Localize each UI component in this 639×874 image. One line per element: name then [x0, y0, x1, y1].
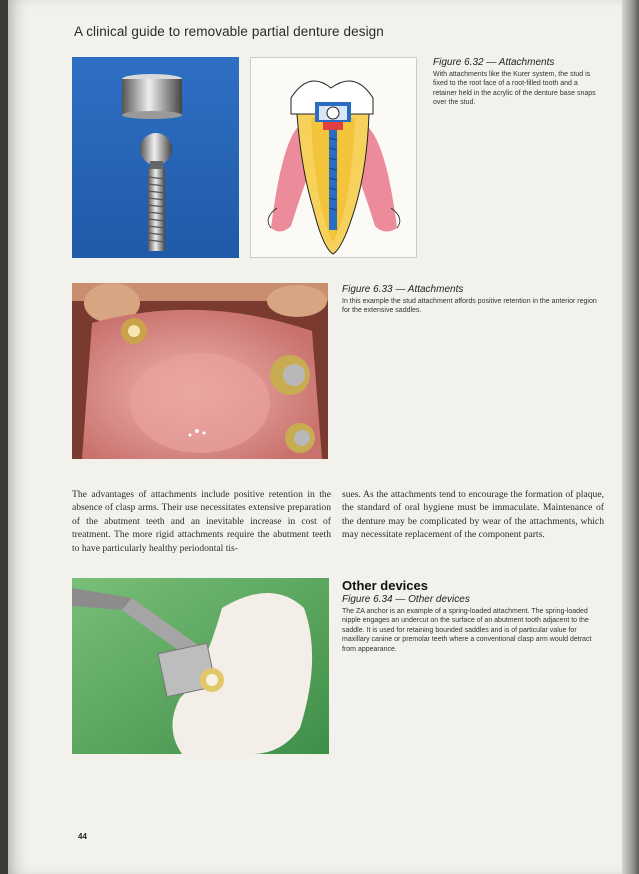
figure-6-33-caption: [342, 284, 604, 316]
stud-attachment-image: [72, 57, 239, 258]
other-devices-section: [342, 578, 604, 654]
palate-photo: [72, 283, 328, 459]
body-text-left-column: The advantages of attachments include positive retention in the absence of clasp arms. Their use necessitates extensive preparation of the abutment teeth and an inevitable increase in cost of treatment. The more rigid attachments require the abutment teeth to have particularly healthy periodontal tis-: [72, 489, 331, 554]
running-header: A clinical guide to removable partial denture design: [74, 24, 384, 39]
figure-6-32-diagram: [250, 57, 417, 258]
figure-6-32-title: Figure 6.32 — Attachments: [433, 57, 555, 68]
figure-6-33-photo: [72, 283, 328, 459]
page-number: 44: [78, 832, 87, 841]
book-page: [8, 0, 622, 874]
figure-6-33-title: Figure 6.33 — Attachments: [342, 284, 464, 295]
figure-6-34-text: The ZA anchor is an example of a spring-loaded attachment. The spring-loaded nipple engages an undercut on the surface of an abutment tooth adjacent to the saddle. It is used for retaining bounded saddles and is of particular value for maxillary canine or premolar teeth where a conventional clasp arm would detract from appearance.: [342, 608, 592, 653]
figure-6-32-photo: [72, 57, 239, 258]
figure-6-32-text: With attachments like the Kurer system, the stud is fixed to the root face of a root-filled tooth and a retainer held in the acrylic of the denture base snaps over the stud.: [433, 71, 596, 107]
figure-6-32-caption: [433, 57, 603, 108]
za-anchor-photo: [72, 578, 329, 754]
section-heading: Other devices: [342, 578, 428, 593]
figure-6-34-title: Figure 6.34 — Other devices: [342, 594, 470, 605]
page-edge-shadow: [622, 0, 639, 874]
tooth-cross-section-diagram: [251, 58, 416, 257]
figure-6-33-text: In this example the stud attachment affords positive retention in the anterior region for the extensive saddles.: [342, 298, 597, 315]
body-text-right-column: sues. As the attachments tend to encourage the formation of plaque, the standard of oral hygiene must be immaculate. Maintenance of the denture may be complicated by wear of the attachments, which may necessitate replacement of the component parts.: [342, 489, 604, 541]
figure-6-34-photo: [72, 578, 329, 754]
